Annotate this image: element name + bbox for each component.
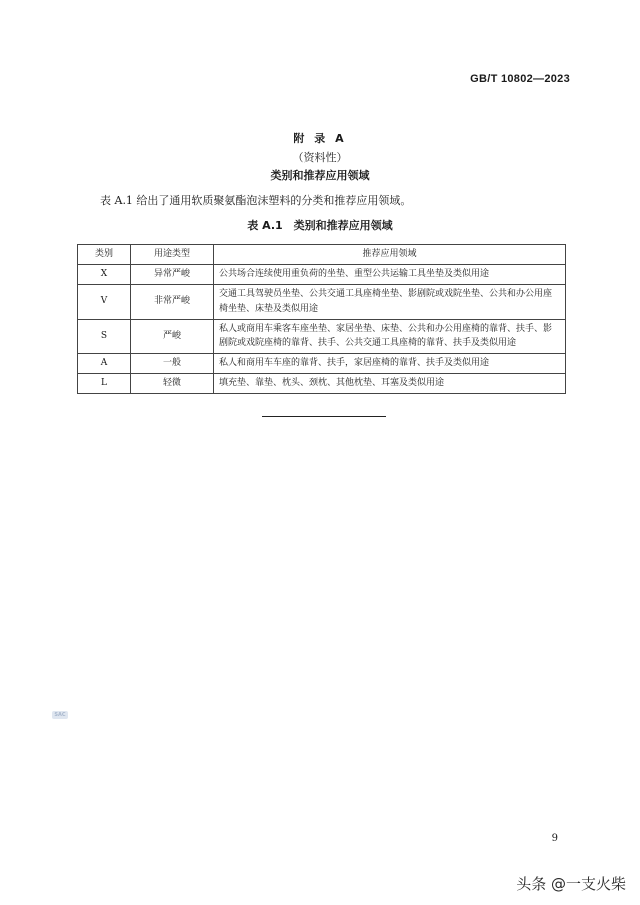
cell-usage-type: 一般: [131, 354, 214, 374]
table-header-row: [78, 245, 566, 265]
table-row: [78, 265, 566, 285]
table-row: [78, 319, 566, 354]
cell-category: X: [78, 265, 131, 285]
cell-application: 填充垫、靠垫、枕头、颈枕、其他枕垫、耳塞及类似用途: [214, 374, 566, 394]
table-row: [78, 354, 566, 374]
table-caption: 表 A.1 类别和推荐应用领域: [247, 219, 393, 232]
table-row: [78, 284, 566, 319]
cell-category: V: [78, 284, 131, 319]
source-watermark: 头条 @一支火柴: [516, 875, 626, 893]
header-usage-type: 用途类型: [131, 245, 214, 265]
sac-logo-mark: SAC: [52, 711, 68, 719]
cell-usage-type: 严峻: [131, 319, 214, 354]
cell-application: 私人或商用车乘客车座坐垫、家居坐垫、床垫、公共和办公用座椅的靠背、扶手、影剧院或戏院座椅的靠背、扶手、公共交通工具座椅的靠背、扶手及类似用途: [214, 319, 566, 354]
header-application: 推荐应用领域: [214, 245, 566, 265]
intro-paragraph: 表 A.1 给出了通用软质聚氨酯泡沫塑料的分类和推荐应用领域。: [100, 194, 412, 207]
cell-application: 公共场合连续使用重负荷的坐垫、重型公共运输工具坐垫及类似用途: [214, 265, 566, 285]
annex-heading: 类别和推荐应用领域: [270, 169, 370, 182]
cell-usage-type: 轻微: [131, 374, 214, 394]
annex-title: 附 录 A: [293, 132, 347, 145]
cell-application: 交通工具驾驶员坐垫、公共交通工具座椅坐垫、影剧院或戏院坐垫、公共和办公用座椅坐垫、床垫及类似用途: [214, 284, 566, 319]
standard-code: GB/T 10802—2023: [470, 73, 570, 85]
cell-usage-type: 非常严峻: [131, 284, 214, 319]
end-of-annex-rule: [262, 416, 386, 417]
cell-category: L: [78, 374, 131, 394]
table-row: [78, 374, 566, 394]
cell-category: S: [78, 319, 131, 354]
cell-application: 私人和商用车车座的靠背、扶手，家居座椅的靠背、扶手及类似用途: [214, 354, 566, 374]
cell-category: A: [78, 354, 131, 374]
page-number: 9: [551, 833, 558, 844]
header-category: 类别: [78, 245, 131, 265]
annex-nature: （资料性）: [292, 151, 348, 164]
cell-usage-type: 异常严峻: [131, 265, 214, 285]
classification-table: [77, 244, 566, 394]
